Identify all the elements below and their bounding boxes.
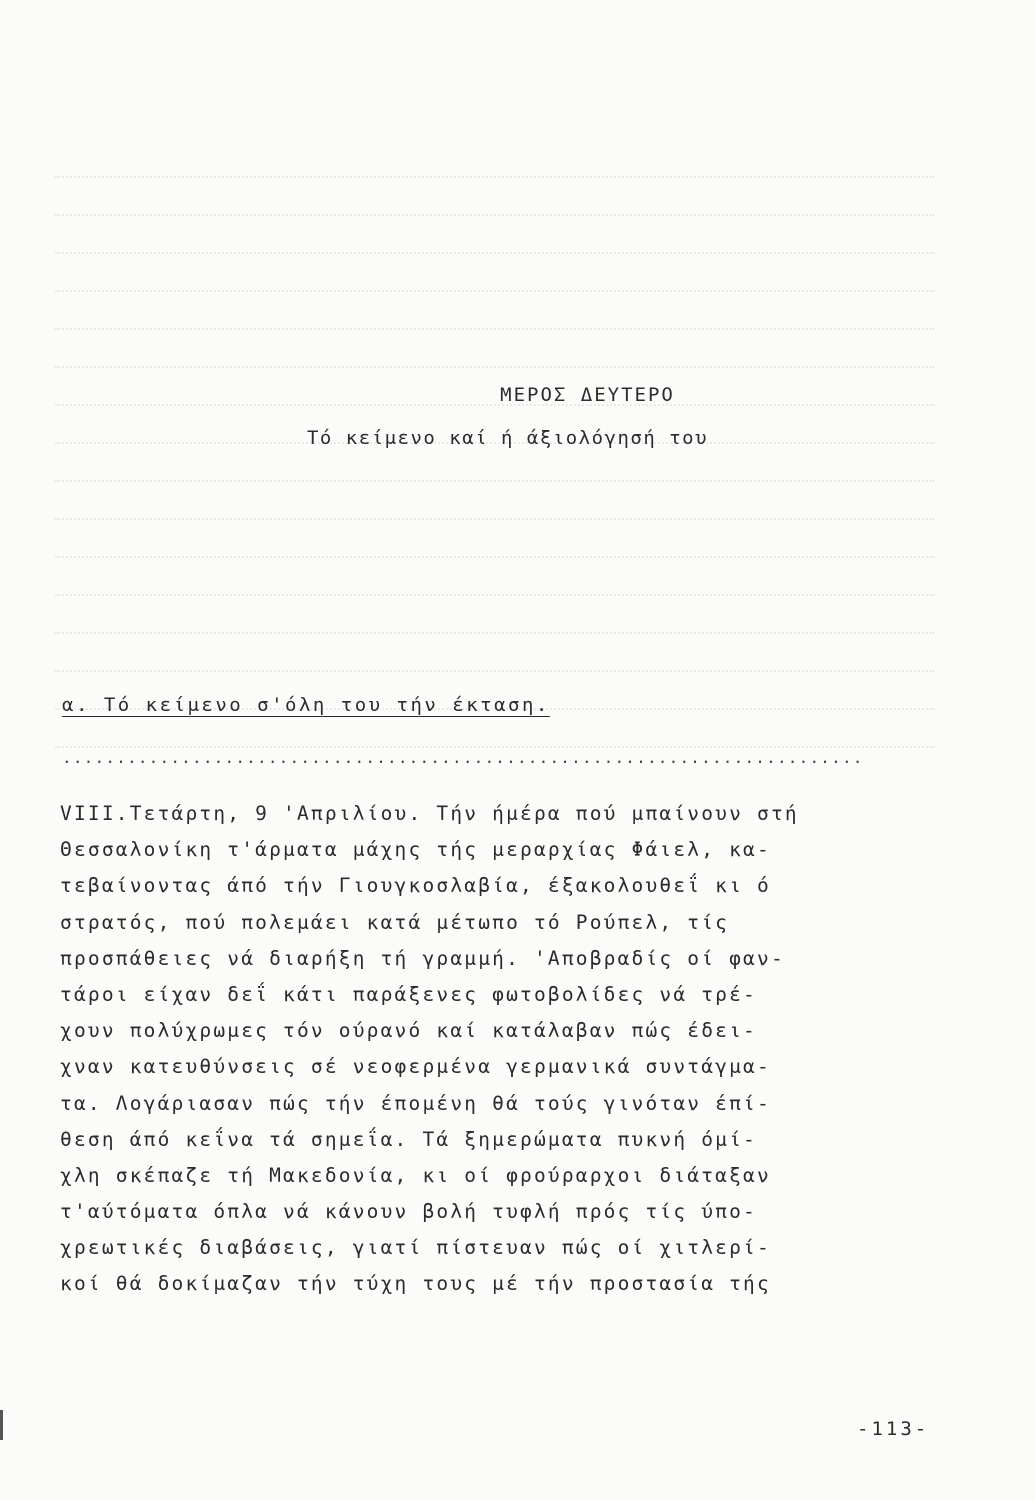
body-line: χρεωτικές διαβάσεις, γιατί πίστευαν πώς οί χιτλερί-	[60, 1236, 771, 1260]
page-edge-mark	[0, 1410, 3, 1440]
body-line: τα. Λογάριασαν πώς τήν έπομένη θά τούς γινόταν έπί-	[60, 1091, 771, 1115]
body-line: τ'αύτόματα όπλα νά κάνουν βολή τυφλή πρός τίς ύπο-	[60, 1200, 757, 1224]
section-heading	[62, 694, 550, 716]
body-line: θεση άπό κεΐνα τά σημεΐα. Τά ξημερώματα πυκνή όμί-	[60, 1127, 757, 1151]
body-line: προσπάθειες νά διαρήξη τή γραμμή. 'Αποβραδίς οί φαν-	[60, 946, 785, 970]
part-subtitle: Τό κείμενο καί ή άξιολόγησή του	[306, 427, 709, 449]
part-title: ΜΕΡΟΣ ΔΕΥΤΕΡΟ	[500, 384, 675, 406]
body-line: Θεσσαλονίκη τ'άρματα μάχης τής μεραρχίας Φάιελ, κα-	[60, 838, 771, 862]
body-line: κοί θά δοκίμαζαν τήν τύχη τους μέ τήν προστασία τής	[60, 1272, 771, 1296]
section-label: α. Τό κείμενο σ'όλη του τήν έκταση.	[62, 694, 550, 716]
body-line: χναν κατευθύνσεις σέ νεοφερμένα γερμανικά συντάγμα-	[60, 1055, 771, 1079]
dotted-separator: ..........................................................................	[62, 748, 864, 767]
body-line: τάροι είχαν δεΐ κάτι παράξενες φωτοβολίδες νά τρέ-	[60, 982, 757, 1006]
body-line: χουν πολύχρωμες τόν ούρανό καί κατάλαβαν πώς έδει-	[60, 1019, 757, 1043]
body-line: χλη σκέπαζε τή Μακεδονία, κι οί φρούραρχοι διάταξαν	[60, 1163, 771, 1187]
body-text	[60, 796, 940, 1303]
body-line: VIII.Τετάρτη, 9 'Απριλίου. Τήν ήμέρα πού μπαίνουν στή	[60, 802, 799, 825]
page-number: -113-	[857, 1418, 930, 1440]
body-line: τεβαίνοντας άπό τήν Γιουγκοσλαβία, έξακολουθεΐ κι ό	[60, 874, 771, 898]
body-line: στρατός, πού πολεμάει κατά μέτωπο τό Ρούπελ, τίς	[60, 910, 730, 934]
